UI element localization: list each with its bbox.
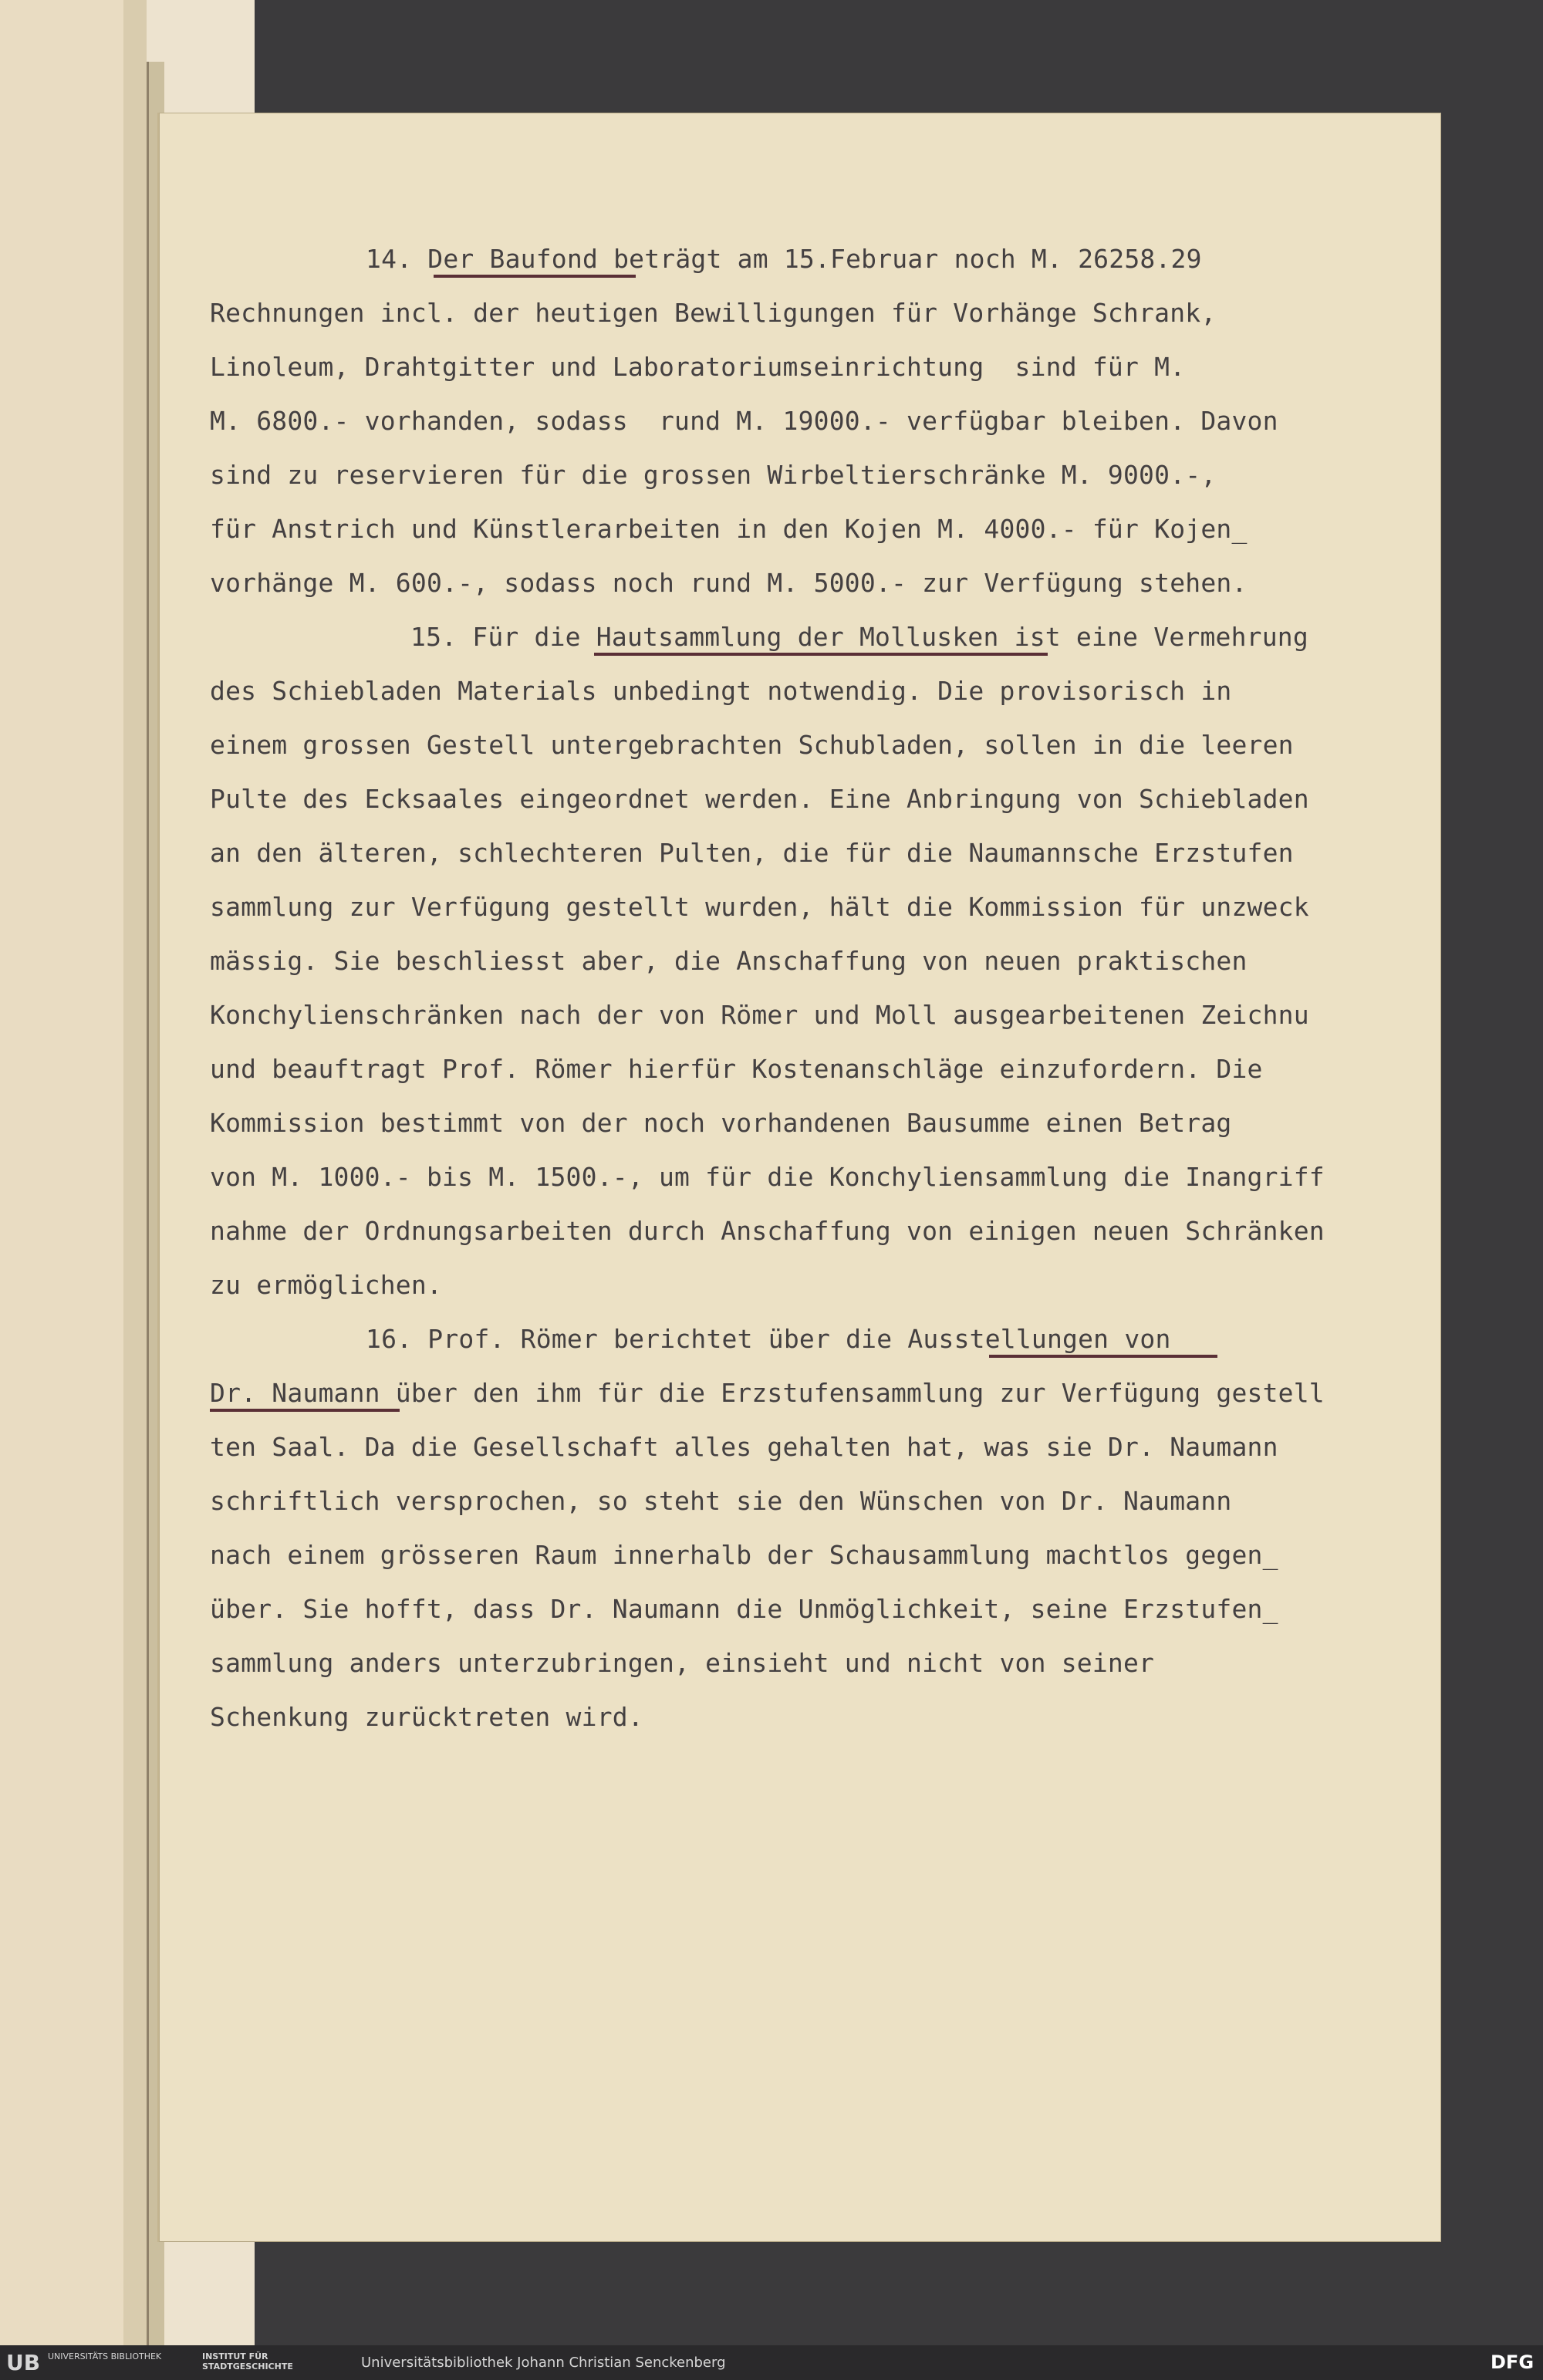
viewer-footer xyxy=(0,2345,1543,2380)
text-line: zu ermöglichen. xyxy=(210,1270,443,1300)
institut-label: INSTITUT FÜR STADTGESCHICHTE xyxy=(202,2351,293,2372)
text-line: sind zu reservieren für die grossen Wirbeltierschränke M. 9000.-, xyxy=(210,460,1217,490)
text-line: M. 6800.- vorhanden, sodass rund M. 19000.- verfügbar bleiben. Davon xyxy=(210,406,1278,436)
text-line: Pulte des Ecksaales eingeordnet werden. Eine Anbringung von Schiebladen xyxy=(210,784,1309,814)
text-line: 14. Der Baufond beträgt am 15.Februar noch M. 26258.29 xyxy=(366,244,1202,274)
text-line: nach einem grösseren Raum innerhalb der Schausammlung machtlos gegen_ xyxy=(210,1540,1278,1570)
text-line: an den älteren, schlechteren Pulten, die für die Naumannsche Erzstufen xyxy=(210,838,1294,868)
ub-logo: UB xyxy=(6,2350,41,2375)
library-name: Universitätsbibliothek Johann Christian Senckenberg xyxy=(361,2355,726,2371)
page-stack-gap xyxy=(123,0,147,2345)
text-line: nahme der Ordnungsarbeiten durch Anschaffung von einigen neuen Schränken xyxy=(210,1216,1325,1246)
handwritten-underline xyxy=(989,1355,1217,1358)
text-line: 16. Prof. Römer berichtet über die Ausstellungen von xyxy=(366,1324,1171,1354)
text-line: einem grossen Gestell untergebrachten Schubladen, sollen in die leeren xyxy=(210,730,1294,760)
text-line: Linoleum, Drahtgitter und Laboratoriumseinrichtung sind für M. xyxy=(210,352,1186,382)
dfg-logo: DFG xyxy=(1491,2351,1535,2373)
text-line: für Anstrich und Künstlerarbeiten in den Kojen M. 4000.- für Kojen_ xyxy=(210,514,1248,544)
page-stack-edge xyxy=(0,0,126,2345)
text-line: 15. Für die Hautsammlung der Mollusken ist eine Vermehrung xyxy=(410,622,1308,652)
handwritten-underline xyxy=(210,1409,400,1412)
text-line: Rechnungen incl. der heutigen Bewilligungen für Vorhänge Schrank, xyxy=(210,298,1217,328)
text-line: vorhänge M. 600.-, sodass noch rund M. 5000.- zur Verfügung stehen. xyxy=(210,568,1248,598)
text-line: und beauftragt Prof. Römer hierfür Kostenanschläge einzufordern. Die xyxy=(210,1054,1263,1084)
text-line: mässig. Sie beschliesst aber, die Anschaffung von neuen praktischen xyxy=(210,946,1248,976)
text-line: sammlung zur Verfügung gestellt wurden, hält die Kommission für unzweck xyxy=(210,892,1309,922)
text-line: des Schiebladen Materials unbedingt notwendig. Die provisorisch in xyxy=(210,676,1232,706)
text-line: von M. 1000.- bis M. 1500.-, um für die Konchyliensammlung die Inangriff xyxy=(210,1162,1325,1192)
text-line: über. Sie hofft, dass Dr. Naumann die Unmöglichkeit, seine Erzstufen_ xyxy=(210,1594,1278,1624)
text-line: sammlung anders unterzubringen, einsieht und nicht von seiner xyxy=(210,1648,1155,1678)
text-line: Dr. Naumann über den ihm für die Erzstufensammlung zur Verfügung gestell xyxy=(210,1378,1325,1408)
handwritten-underline xyxy=(434,275,636,278)
handwritten-underline xyxy=(594,653,1048,656)
text-line: schriftlich versprochen, so steht sie den Wünschen von Dr. Naumann xyxy=(210,1486,1232,1516)
text-line: ten Saal. Da die Gesellschaft alles gehalten hat, was sie Dr. Naumann xyxy=(210,1432,1278,1462)
text-line: Kommission bestimmt von der noch vorhandenen Bausumme einen Betrag xyxy=(210,1108,1232,1138)
ub-sub-label: UNIVERSITÄTS BIBLIOTHEK xyxy=(48,2351,162,2361)
text-line: Schenkung zurücktreten wird. xyxy=(210,1702,643,1732)
text-line: Konchylienschränken nach der von Römer und Moll ausgearbeitenen Zeichnu xyxy=(210,1000,1309,1030)
